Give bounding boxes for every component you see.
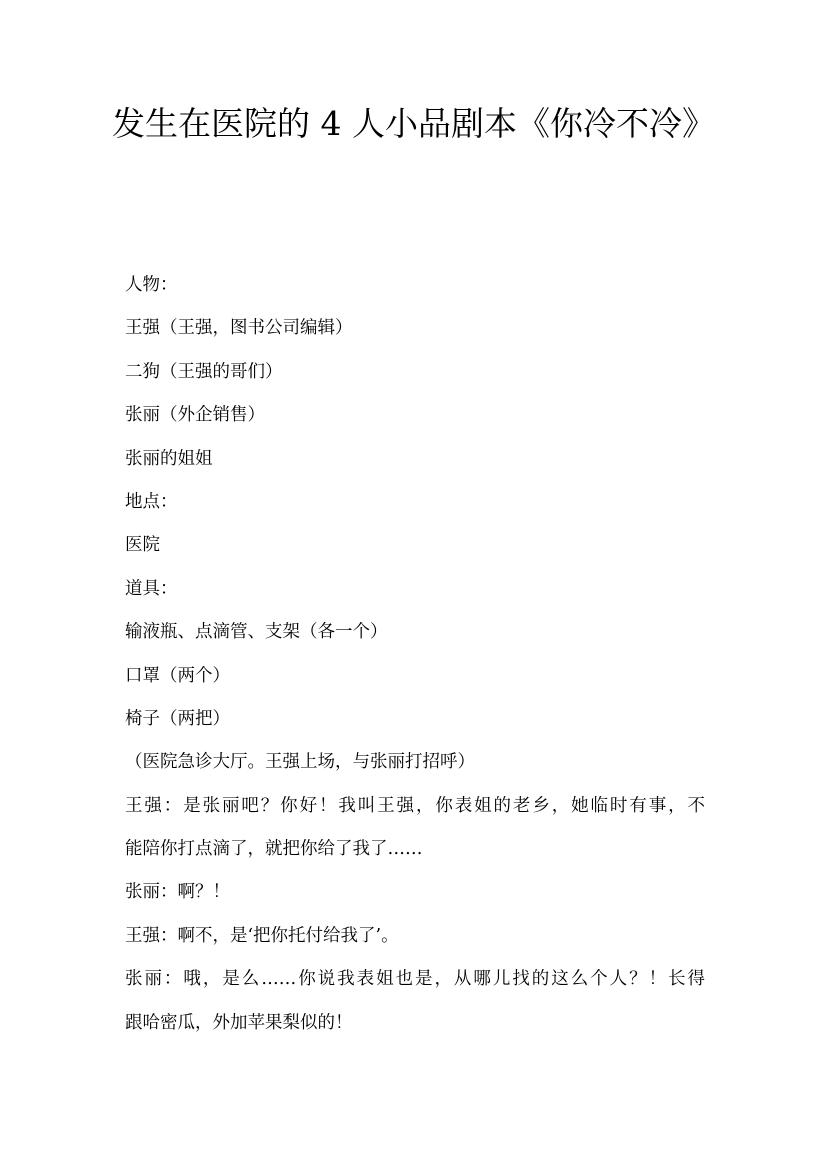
dialogue-line: 王强：是张丽吧？你好！我叫王强，你表姐的老乡，她临时有事，不 bbox=[125, 795, 705, 816]
dialogue-line: 王强：啊不，是‘把你托付给我了’。 bbox=[125, 925, 399, 946]
stage-direction: （医院急诊大厅。王强上场，与张丽打招呼） bbox=[125, 752, 475, 773]
dialogue-line: 张丽：啊？！ bbox=[125, 882, 230, 903]
character-er-gou: 二狗（王强的哥们） bbox=[125, 361, 283, 382]
prop-iv-set: 输液瓶、点滴管、支架（各一个） bbox=[125, 622, 388, 643]
character-wang-qiang: 王强（王强，图书公司编辑） bbox=[125, 318, 353, 339]
prop-chairs: 椅子（两把） bbox=[125, 708, 230, 729]
location-heading: 地点： bbox=[125, 491, 178, 512]
character-zhang-li-sister: 张丽的姐姐 bbox=[125, 448, 213, 469]
dialogue-line: 跟哈密瓜，外加苹果梨似的！ bbox=[125, 1012, 353, 1033]
characters-heading: 人物： bbox=[125, 275, 178, 295]
prop-masks: 口罩（两个） bbox=[125, 665, 230, 686]
document-title: 发生在医院的 4 人小品剧本《你冷不冷》 bbox=[112, 104, 715, 143]
location-value: 医院 bbox=[125, 535, 160, 556]
dialogue-line: 能陪你打点滴了，就把你给了我了…… bbox=[125, 839, 423, 860]
props-heading: 道具： bbox=[125, 578, 178, 599]
character-zhang-li: 张丽（外企销售） bbox=[125, 405, 265, 426]
script-body bbox=[125, 264, 705, 1045]
dialogue-line: 张丽：哦，是么……你说我表姐也是，从哪儿找的这么个人？！长得 bbox=[125, 969, 705, 990]
